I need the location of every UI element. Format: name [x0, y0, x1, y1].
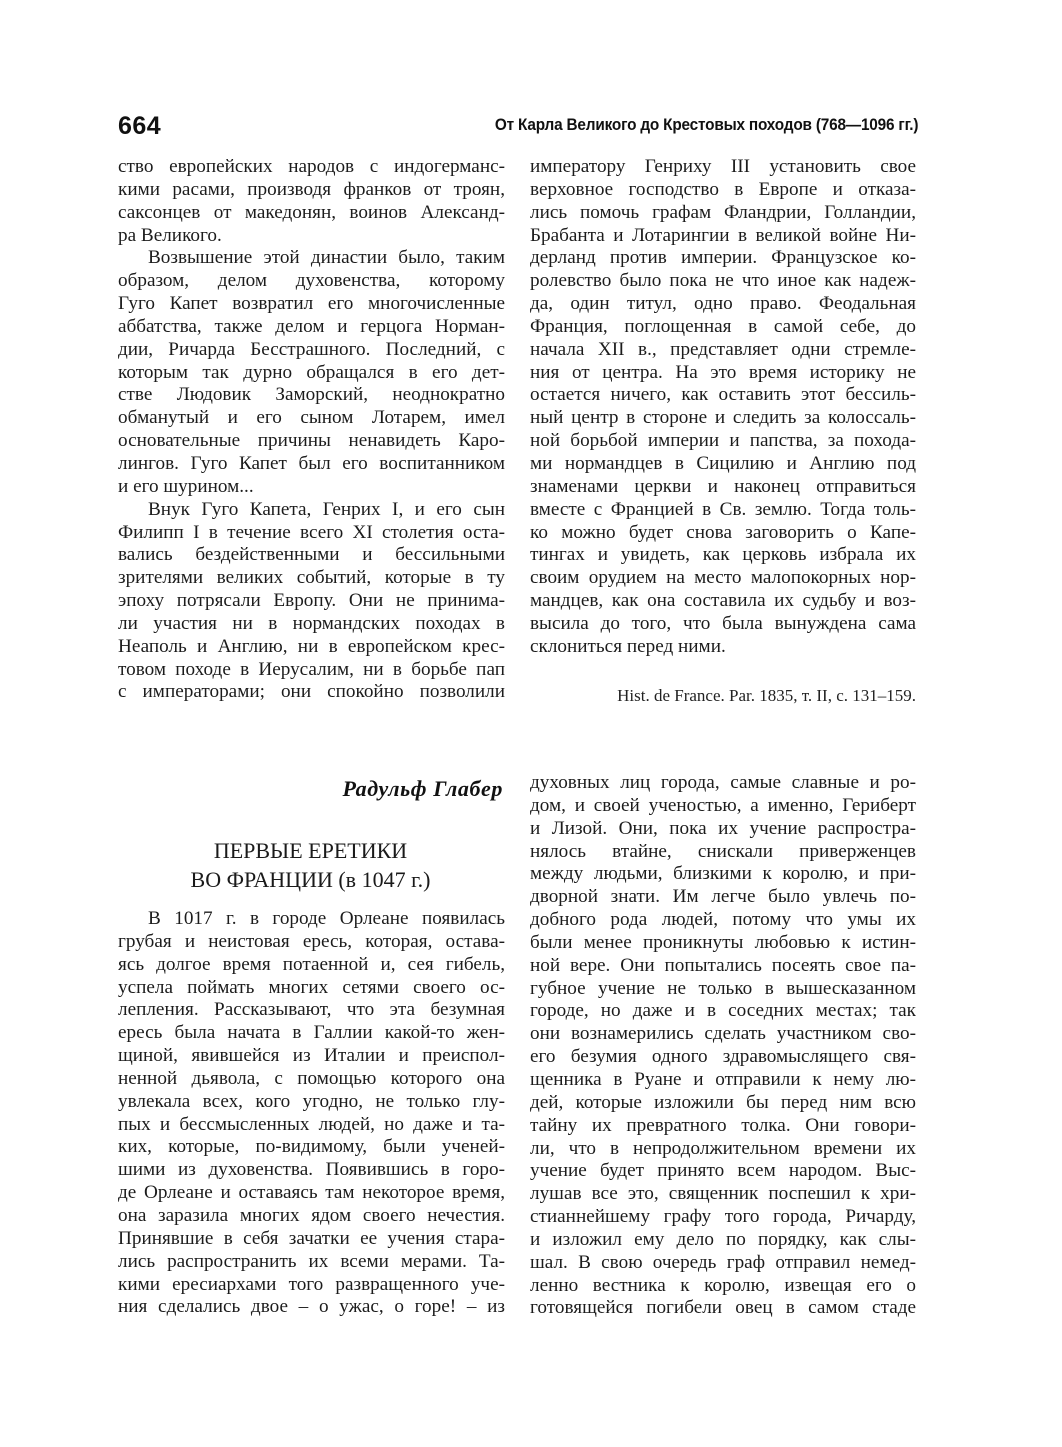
- text-line: ство европейских народов с индогерманс-: [118, 156, 505, 177]
- text-line: шими из духовенства. Появившись в горо-: [118, 1159, 505, 1181]
- section1-right-column: [530, 156, 916, 659]
- text-line: тайну их превратного толка. Они говори-: [530, 1114, 916, 1136]
- text-line: ми нормандцев в Сицилию и Англию под: [530, 452, 916, 474]
- text-line: ненной дьявола, с помощью которого она: [118, 1067, 505, 1089]
- text-line: В 1017 г. в городе Орлеане появилась: [148, 908, 505, 929]
- text-line: стианнейшему графу того города, Ричарду,: [530, 1206, 916, 1228]
- text-line: Принявшие в себя зачатки ее учения стара-: [118, 1227, 505, 1249]
- text-line: они вознамерились сделать участником сво-: [530, 1023, 916, 1045]
- text-line: дии, Ричарда Бесстрашного. Последний, с: [118, 338, 505, 360]
- text-line: его безумия одного здравомыслящего свя-: [530, 1046, 916, 1068]
- text-line: начала XII в., представляет одни стремле-: [530, 338, 916, 360]
- text-line: стве Людовик Заморский, неоднократно: [118, 384, 505, 406]
- chapter-title-line1: ПЕРВЫЕ ЕРЕТИКИ: [213, 838, 408, 863]
- text-line: дворной знати. Им легче было увлечь по-: [530, 886, 916, 908]
- text-line: Неаполь и Англию, ни в европейском крес-: [118, 635, 505, 657]
- text-line: лись помочь графам Фландрии, Голландии,: [530, 201, 916, 223]
- text-line: верховное господство в Европе и отказа-: [530, 178, 916, 200]
- source-citation: Hist. de France. Par. 1835, т. II, с. 131–159.: [617, 686, 916, 705]
- text-line: ный центр в стороне и следить за колоссаль-: [530, 407, 916, 429]
- text-line: которым так дурно обращался в его дет-: [118, 361, 505, 383]
- text-line: успела поймать многих сетями своего ос-: [118, 976, 505, 998]
- text-line: лушав все это, священник поспешил к хри-: [530, 1183, 916, 1205]
- section2-left-column: [118, 908, 505, 1319]
- text-line: эпоху потрясали Европу. Они не принима-: [118, 590, 505, 612]
- running-title: От Карла Великого до Крестовых походов (768—1096 гг.): [494, 116, 918, 134]
- text-line: учение будет принято всем народом. Выс-: [530, 1160, 916, 1182]
- text-line: саксонцев от македонян, воинов Александ-: [118, 201, 505, 223]
- chapter-title-line2: ВО ФРАНЦИИ (в 1047 г.): [190, 867, 431, 892]
- text-line: Франция, поглощенная в самой себе, до: [530, 315, 916, 337]
- text-line: она заразила многих ядом своего нечестия.: [118, 1204, 505, 1226]
- text-line: ния сделались двое – о ужас, о горе! – из: [118, 1296, 505, 1318]
- text-line: губное учение не только в вышесказанном: [530, 977, 916, 999]
- text-line: увлекала всех, кого угодно, не только глу-: [118, 1090, 505, 1112]
- text-line: ной борьбой империи и папства, за похода-: [530, 430, 916, 452]
- text-line: основательные причины ненавидеть Каро-: [118, 430, 505, 452]
- text-line: ленно вестника к королю, извещая его о: [530, 1274, 916, 1296]
- text-line: остается ничего, как оставить этот бессиль-: [530, 384, 916, 406]
- text-line: лепления. Рассказывают, что эта безумная: [118, 999, 505, 1021]
- text-line: Гуго Капет возвратил его многочисленные: [118, 293, 505, 315]
- text-line: были менее проникнуты любовью к истин-: [530, 931, 916, 953]
- text-line: лись распространить их всеми мерами. Та-: [118, 1250, 505, 1272]
- text-line: с императорами; они спокойно позволили: [118, 681, 505, 703]
- text-line: ко можно будет снова заговорить о Капе-: [530, 521, 916, 543]
- text-line: Возвышение этой династии было, таким: [148, 247, 505, 269]
- text-line: ересь была начата в Галлии какой-то жен-: [118, 1022, 505, 1044]
- text-line: духовных лиц города, самые славные и ро-: [530, 772, 916, 793]
- text-line: ния от центра. На это время историку не: [530, 361, 916, 383]
- text-line: и Лизой. Они, пока их учение распростра-: [530, 817, 916, 839]
- author-name: Радульф Глабер: [342, 776, 503, 801]
- text-line: кими расами, производя франков от троян,: [118, 178, 505, 200]
- text-line: щиной, явившейся из Италии и преиспол-: [118, 1045, 505, 1067]
- text-line: ролевство было пока не что иное как надеж-: [530, 270, 916, 292]
- text-line: ясь долгое время потаенной и, сея гибель,: [118, 953, 505, 975]
- page-header: [118, 112, 918, 152]
- text-line: товом походе в Иерусалим, ни в борьбе пап: [118, 658, 505, 680]
- text-line: мандцев, как она составила их судьбу и воз-: [530, 590, 916, 612]
- text-line: дерланд против империи. Французское ко-: [530, 247, 916, 269]
- text-line: кими ересиархами того развращенного уче-: [118, 1273, 505, 1295]
- text-line: дей, которые изложили бы перед ним всю: [530, 1091, 916, 1113]
- text-line: склониться перед ними.: [530, 635, 726, 657]
- text-line: и изложил ему дело по порядку, как слы-: [530, 1228, 916, 1250]
- text-line: между людьми, близкими к королю, и при-: [530, 863, 916, 885]
- text-line: пых и бессмысленных людей, но даже и та-: [118, 1113, 505, 1135]
- text-line: знаменами церкви и наконец отправиться: [530, 475, 916, 497]
- text-line: готовящейся погибели овец в самом стаде: [530, 1297, 916, 1319]
- text-line: де Орлеане и оставаясь там некоторое время,: [118, 1182, 505, 1204]
- section1-left-column: [118, 156, 505, 704]
- text-line: ких, которые, по-видимому, были ученей-: [118, 1136, 505, 1158]
- text-line: обманутый и его сыном Лотарем, имел: [118, 407, 505, 429]
- text-line: императору Генриху III установить свое: [530, 156, 916, 177]
- text-line: щенника в Руане и отправили к нему лю-: [530, 1068, 916, 1090]
- text-line: высила до того, что была вынуждена сама: [530, 612, 916, 634]
- section2-right-column: [530, 772, 916, 1320]
- text-line: вместе с Францией в Св. землю. Тогда толь-: [530, 498, 916, 520]
- text-line: ной вере. Они попытались посеять свое па-: [530, 954, 916, 976]
- chapter-title: [118, 836, 503, 894]
- text-line: шал. В свою очередь граф отправил немед-: [530, 1251, 916, 1273]
- text-line: да, один титул, одно право. Феодальная: [530, 293, 916, 315]
- text-line: образом, делом духовенства, которому: [118, 270, 505, 292]
- text-line: аббатства, также делом и герцога Норман-: [118, 315, 505, 337]
- text-line: добного рода людей, потому что умы их: [530, 909, 916, 931]
- text-line: тингах и увидеть, как церковь избрала их: [530, 544, 916, 566]
- text-line: нялось втайне, снискали приверженцев: [530, 840, 916, 862]
- text-line: лингов. Гуго Капет был его воспитанником: [118, 452, 505, 474]
- text-line: грубая и неистовая ересь, которая, остава-: [118, 930, 505, 952]
- text-line: ли, что в непродолжительном времени их: [530, 1137, 916, 1159]
- page-number: 664: [118, 112, 162, 140]
- text-line: ра Великого.: [118, 224, 222, 246]
- text-line: зрителями великих событий, которые в ту: [118, 567, 505, 589]
- text-line: Филипп I в течение всего XI столетия оста-: [118, 521, 505, 543]
- text-line: и его шурином...: [118, 475, 254, 497]
- text-line: Брабанта и Лотарингии в великой войне Ни-: [530, 224, 916, 246]
- text-line: Внук Гуго Капета, Генрих I, и его сын: [148, 498, 505, 520]
- text-line: ли участия ни в нормандских походах в: [118, 612, 505, 634]
- text-line: дом, и своей ученостью, а именно, Гериберт: [530, 794, 916, 816]
- text-line: городе, но даже и в соседних местах; так: [530, 1000, 916, 1022]
- text-line: своим орудием на место малопокорных нор-: [530, 567, 916, 589]
- text-line: вались бездейственными и бессильными: [118, 544, 505, 566]
